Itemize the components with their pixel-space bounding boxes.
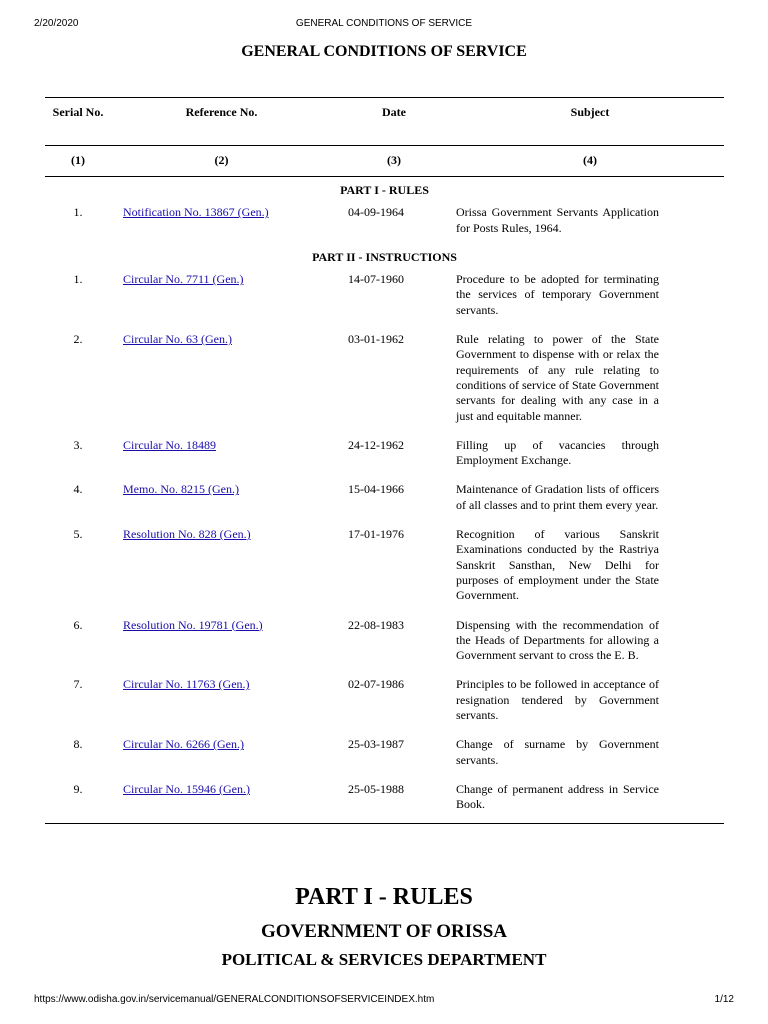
subject-cell: Dispensing with the recommendation of the Heads of Departments for allowing a Government servant to cross the E. B. bbox=[456, 617, 659, 663]
subject-cell: Procedure to be adopted for terminating the services of temporary Government servants. bbox=[456, 272, 659, 317]
reference-link[interactable]: Resolution No. 828 (Gen.) bbox=[123, 527, 251, 542]
serial-cell: 1. bbox=[73, 205, 83, 220]
column-number: (3) bbox=[332, 146, 456, 177]
date-cell: 24-12-1962 bbox=[348, 437, 404, 452]
section-heading: PART I - RULES bbox=[295, 884, 473, 910]
subject-cell: Rule relating to power of the State Government to dispense with or relax the requirements of any rule relating to conditions of service of State Government servants for dealing with any case in a just and equitable manner. bbox=[456, 332, 659, 423]
table-row bbox=[45, 677, 724, 737]
table-row bbox=[45, 527, 724, 617]
serial-cell: 3. bbox=[73, 437, 83, 452]
serial-cell: 1. bbox=[73, 272, 83, 287]
reference-link[interactable]: Circular No. 7711 (Gen.) bbox=[123, 272, 244, 287]
table-row bbox=[45, 618, 724, 678]
column-number: (1) bbox=[45, 146, 111, 177]
subject-cell: Principles to be followed in acceptance of resignation tendered by Government servants. bbox=[456, 677, 659, 723]
index-table bbox=[45, 97, 724, 824]
table-row bbox=[45, 782, 724, 823]
serial-cell: 2. bbox=[73, 332, 83, 347]
header-reference: Reference No. bbox=[111, 98, 332, 146]
subject-cell: Change of permanent address in Service Book. bbox=[456, 782, 724, 823]
subject-cell: Recognition of various Sanskrit Examinations conducted by the Rastriya Sanskrit Sansthan, New Delhi for purposes of employment under the State Government. bbox=[456, 527, 659, 603]
serial-cell: 5. bbox=[73, 527, 83, 542]
table-row bbox=[45, 272, 724, 332]
subject-cell: Change of surname by Government servants. bbox=[456, 737, 659, 767]
part1-heading: PART I - RULES bbox=[340, 183, 429, 197]
part-heading-row bbox=[45, 250, 724, 272]
subject-cell: Filling up of vacancies through Employment Exchange. bbox=[456, 437, 659, 468]
print-url: https://www.odisha.gov.in/servicemanual/GENERALCONDITIONSOFSERVICEINDEX.htm bbox=[34, 994, 435, 1005]
header-date: Date bbox=[332, 98, 456, 146]
table-row bbox=[45, 332, 724, 438]
reference-link[interactable]: Circular No. 18489 bbox=[123, 437, 216, 452]
print-title: GENERAL CONDITIONS OF SERVICE bbox=[295, 18, 473, 29]
serial-cell: 6. bbox=[73, 617, 83, 632]
government-heading: GOVERNMENT OF ORISSA bbox=[261, 921, 507, 942]
reference-link[interactable]: Circular No. 6266 (Gen.) bbox=[123, 737, 244, 752]
table-row bbox=[45, 482, 724, 527]
reference-link[interactable]: Memo. No. 8215 (Gen.) bbox=[123, 482, 239, 497]
subject-cell: Maintenance of Gradation lists of officers of all classes and to print them every year. bbox=[456, 482, 659, 512]
table-row bbox=[45, 438, 724, 483]
department-heading: POLITICAL & SERVICES DEPARTMENT bbox=[221, 950, 547, 969]
date-cell: 14-07-1960 bbox=[348, 272, 404, 287]
document-title: GENERAL CONDITIONS OF SERVICE bbox=[241, 43, 527, 60]
part2-heading: PART II - INSTRUCTIONS bbox=[312, 249, 457, 264]
date-cell: 04-09-1964 bbox=[348, 205, 404, 220]
date-cell: 17-01-1976 bbox=[348, 527, 404, 542]
table-row bbox=[45, 205, 724, 250]
column-number: (4) bbox=[456, 146, 724, 177]
table-header-row bbox=[45, 98, 724, 146]
reference-link[interactable]: Circular No. 63 (Gen.) bbox=[123, 332, 232, 347]
serial-cell: 8. bbox=[73, 737, 83, 752]
date-cell: 02-07-1986 bbox=[348, 677, 404, 692]
part-heading-row bbox=[45, 177, 724, 206]
serial-cell: 4. bbox=[73, 482, 83, 497]
column-number: (2) bbox=[111, 146, 332, 177]
header-serial: Serial No. bbox=[45, 98, 111, 146]
date-cell: 25-05-1988 bbox=[332, 782, 456, 823]
reference-link[interactable]: Circular No. 15946 (Gen.) bbox=[123, 781, 250, 796]
column-number-row bbox=[45, 146, 724, 177]
reference-link[interactable]: Notification No. 13867 (Gen.) bbox=[123, 205, 269, 220]
subject-cell: Orissa Government Servants Application for Posts Rules, 1964. bbox=[456, 205, 659, 235]
serial-cell: 7. bbox=[73, 677, 83, 692]
table-row bbox=[45, 737, 724, 782]
page-number: 1/12 bbox=[714, 994, 734, 1005]
date-cell: 25-03-1987 bbox=[348, 737, 404, 752]
reference-link[interactable]: Circular No. 11763 (Gen.) bbox=[123, 677, 250, 692]
date-cell: 22-08-1983 bbox=[348, 617, 404, 632]
print-date: 2/20/2020 bbox=[34, 18, 79, 29]
date-cell: 15-04-1966 bbox=[348, 482, 404, 497]
header-subject: Subject bbox=[456, 98, 724, 146]
date-cell: 03-01-1962 bbox=[348, 332, 404, 347]
serial-cell: 9. bbox=[45, 782, 111, 823]
reference-link[interactable]: Resolution No. 19781 (Gen.) bbox=[123, 617, 263, 632]
